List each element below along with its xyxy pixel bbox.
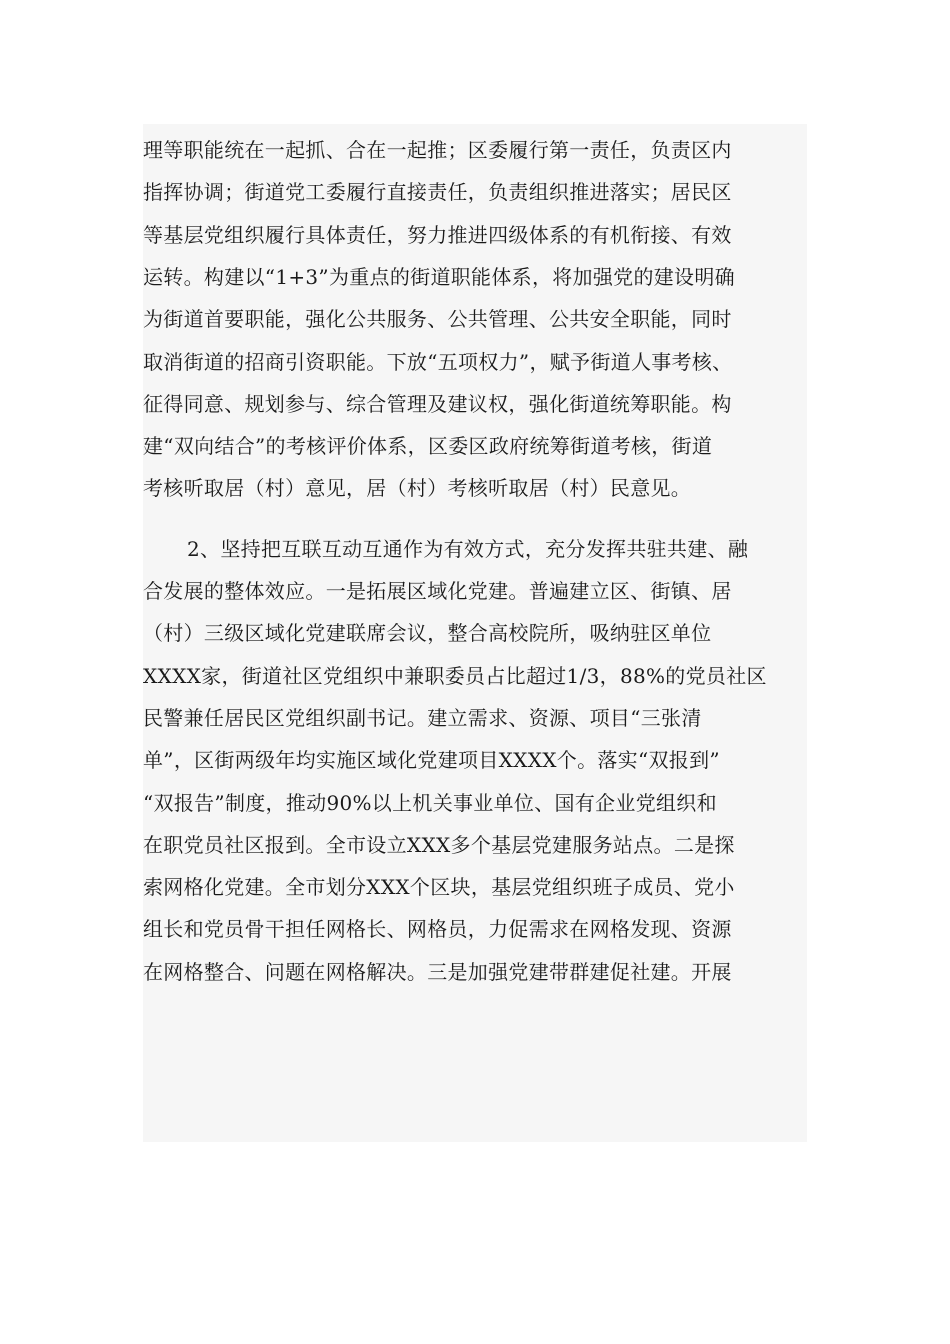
text-line: 合发展的整体效应。一是拓展区域化党建。普遍建立区、街镇、居 [143,579,732,603]
text-line: 民警兼任居民区党组织副书记。建立需求、资源、项目“三张清 [143,706,702,730]
text-line: 索网格化党建。全市划分XXX个区块，基层党组织班子成员、党小 [143,875,735,899]
text-line: 建“双向结合”的考核评价体系，区委区政府统筹街道考核，街道 [143,434,713,458]
text-line: 单”，区街两级年均实施区域化党建项目XXXX个。落实“双报到” [143,748,720,772]
text-line: 理等职能统在一起抓、合在一起推；区委履行第一责任，负责区内 [143,138,732,162]
text-line: 运转。构建以“1+3”为重点的街道职能体系，将加强党的建设明确 [143,265,735,289]
text-line: XXXX家，街道社区党组织中兼职委员占比超过1/3，88%的党员社区 [143,664,767,688]
text-block [143,124,807,1142]
text-line: 在职党员社区报到。全市设立XXX多个基层党建服务站点。二是探 [143,833,735,857]
text-line: （村）三级区域化党建联席会议，整合高校院所，吸纳驻区单位 [143,621,712,645]
text-line: 组长和党员骨干担任网格长、网格员，力促需求在网格发现、资源 [143,917,732,941]
text-line: 为街道首要职能，强化公共服务、公共管理、公共安全职能，同时 [143,307,732,331]
text-line: 取消街道的招商引资职能。下放“五项权力”，赋予街道人事考核、 [143,350,733,374]
text-line: 征得同意、规划参与、综合管理及建议权，强化街道统筹职能。构 [143,392,732,416]
text-line: 等基层党组织履行具体责任，努力推进四级体系的有机衔接、有效 [143,223,732,247]
text-line: 考核听取居（村）意见，居（村）考核听取居（村）民意见。 [143,476,692,500]
text-line: 在网格整合、问题在网格解决。三是加强党建带群建促社建。开展 [143,960,732,984]
paragraph-start-line: 2、坚持把互联互动互通作为有效方式，充分发挥共驻共建、融 [187,537,749,561]
text-line: 指挥协调；街道党工委履行直接责任，负责组织推进落实；居民区 [143,180,732,204]
text-line: “双报告”制度，推动90%以上机关事业单位、国有企业党组织和 [143,791,717,815]
